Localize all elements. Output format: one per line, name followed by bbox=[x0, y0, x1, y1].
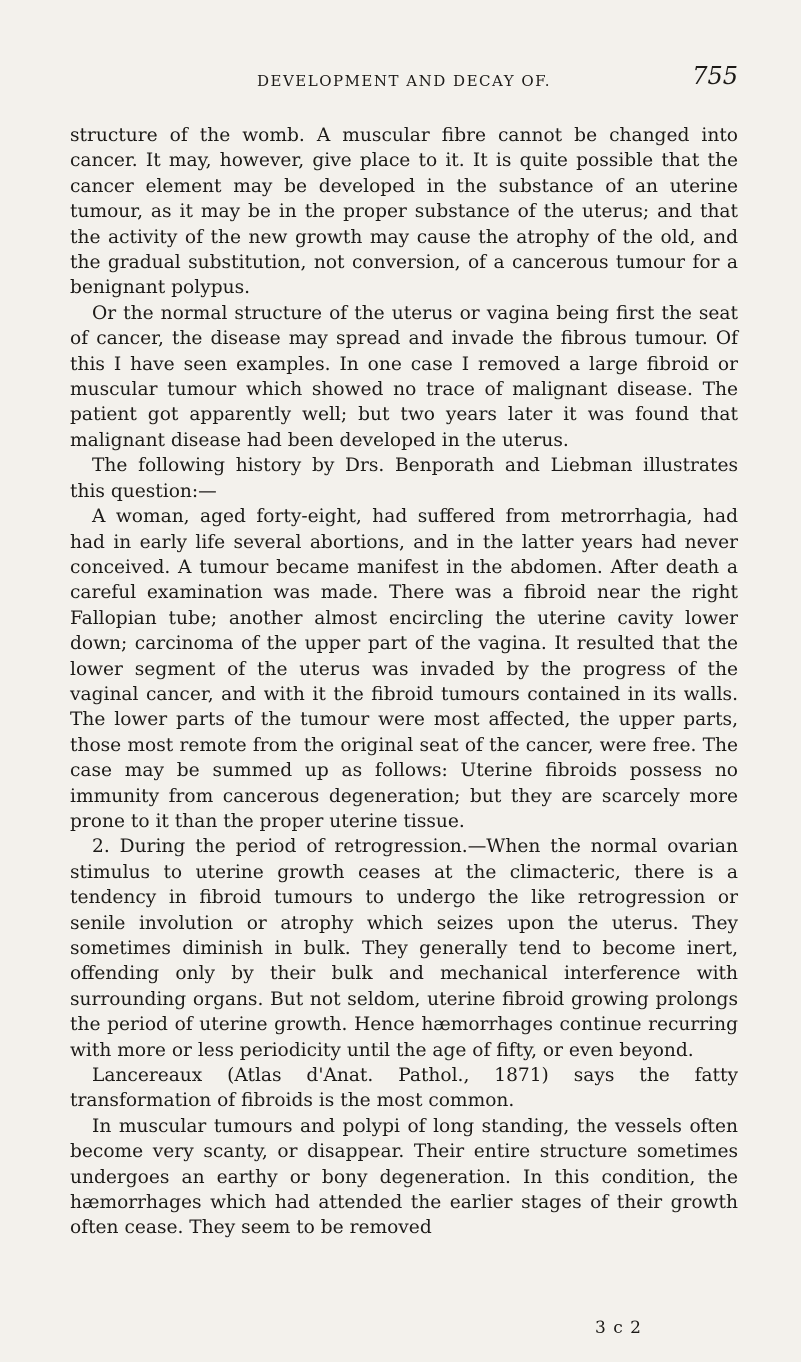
paragraph-4: A woman, aged forty-eight, had suffered from metrorrhagia, had had in early life several abortions, and in the latter years had never conceived. A tumour became manifest in the abdomen. After death a careful examination was made. There was a fibroid near the right Fallopian tube; another almost encircling the uterine cavity lower down; carcinoma of the upper part of the vagina. It resulted that the lower segment of the uterus was invaded by the progress of the vaginal cancer, and with it the fibroid tumours contained in its walls. The lower parts of the tumour were most affected, the upper parts, those most remote from the original seat of the cancer, were free. The case may be summed up as follows: Uterine fibroids possess no immunity from cancerous degeneration; but they are scarcely more prone to it than the proper uterine tissue. bbox=[70, 506, 738, 832]
page-number: 755 bbox=[692, 62, 738, 90]
paragraph-6: Lancereaux (Atlas d'Anat. Pathol., 1871) says the fatty transformation of fibroids is the most common. bbox=[70, 1065, 738, 1112]
running-title: DEVELOPMENT AND DECAY OF. bbox=[256, 72, 552, 90]
body-text bbox=[70, 123, 738, 1241]
paragraph-2: Or the normal structure of the uterus or vagina being first the seat of cancer, the disease may spread and invade the fibrous tumour. Of this I have seen examples. In one case I removed a large fibroid or muscular tumour which showed no trace of malignant disease. The patient got apparently well; but two years later it was found that malignant disease had been developed in the uterus. bbox=[70, 302, 738, 451]
paragraph-1: structure of the womb. A muscular fibre cannot be changed into cancer. It may, however, give place to it. It is quite possible that the cancer element may be developed in the substance of an uterine tumour, as it may be in the proper substance of the uterus; and that the activity of the new growth may cause the atrophy of the old, and the gradual substitution, not conversion, of a cancerous tumour for a benignant polypus. bbox=[70, 125, 738, 299]
paragraph-7: In muscular tumours and polypi of long standing, the vessels often become very scanty, or disappear. Their entire structure sometimes undergoes an earthy or bony degeneration. In this condition, the hæmorrhages which had attended the earlier stages of their growth often cease. They seem to be removed bbox=[70, 1115, 738, 1239]
paragraph-3: The following history by Drs. Benporath and Liebman illustrates this question:— bbox=[70, 455, 738, 502]
paragraph-5: 2. During the period of retrogression.—When the normal ovarian stimulus to uterine growth ceases at the climacteric, there is a tendency in fibroid tumours to undergo the like retrogression or senile involution or atrophy which seizes upon the uterus. They sometimes diminish in bulk. They generally tend to become inert, offending only by their bulk and mechanical interference with surrounding organs. But not seldom, uterine fibroid growing prolongs the period of uterine growth. Hence hæmorrhages continue recurring with more or less periodicity until the age of fifty, or even beyond. bbox=[70, 836, 738, 1061]
signature-mark: 3 c 2 bbox=[595, 1318, 642, 1338]
running-head bbox=[70, 60, 738, 90]
